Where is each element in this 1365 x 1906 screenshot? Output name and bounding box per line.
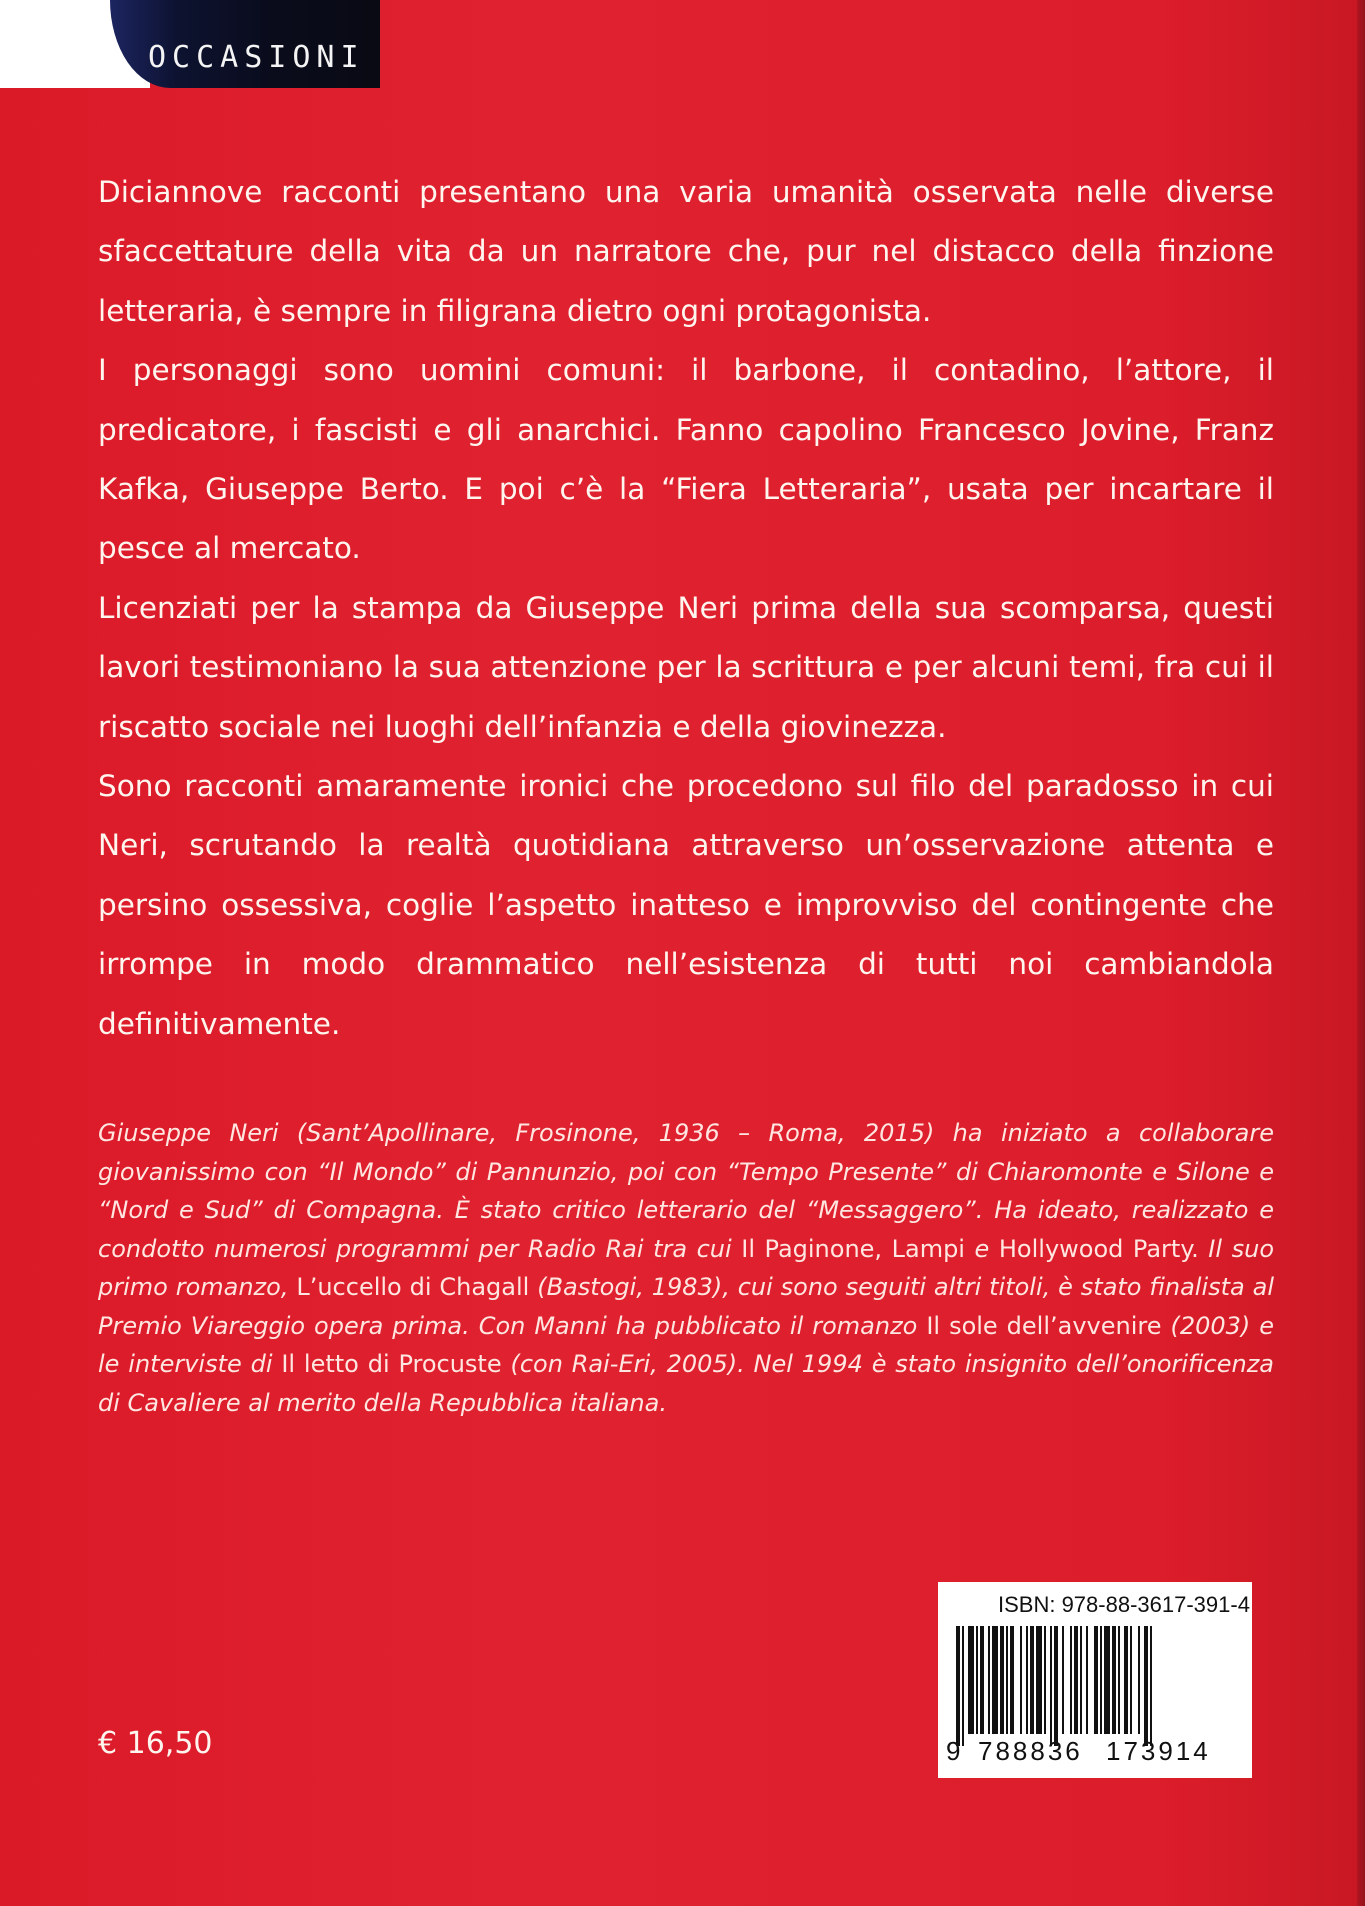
barcode-bar [1144, 1626, 1148, 1746]
barcode-bar [956, 1626, 960, 1746]
barcode-box [938, 1582, 1252, 1778]
barcode-digits-right: 173914 [1106, 1736, 1211, 1766]
isbn-label: ISBN: 978-88-3617-391-4 [998, 1592, 1250, 1617]
barcode-bar [1000, 1626, 1004, 1734]
barcode-bar [1026, 1626, 1028, 1734]
barcode-bar [1080, 1626, 1082, 1734]
barcode-bar [1006, 1626, 1008, 1734]
barcode-bar [1100, 1626, 1102, 1734]
barcode-bar [1150, 1626, 1152, 1746]
barcode [956, 1626, 1234, 1746]
bio-text: Il suo primo romanzo, [98, 1234, 1274, 1301]
barcode-bar [1074, 1626, 1078, 1734]
barcode-bar [1112, 1626, 1116, 1734]
series-label: OCCASIONI [148, 40, 365, 75]
barcode-bar [992, 1626, 998, 1734]
barcode-bar [968, 1626, 974, 1734]
barcode-bar [962, 1626, 964, 1746]
blurb-paragraph: Licenziati per la stampa da Giuseppe Neri prima della sua scomparsa, questi lavori testimoniano la sua attenzione per la scrittura e per alcuni temi, fra cui il riscatto sociale nei luoghi dell’infanzia e della giovinezza. [98, 590, 1274, 744]
bio-text: (2003) e le interviste di [98, 1311, 1274, 1378]
barcode-bar [1050, 1626, 1052, 1746]
barcode-digits-left: 788836 [978, 1736, 1083, 1766]
barcode-bar [1086, 1626, 1088, 1734]
barcode-digit-first: 9 [946, 1736, 961, 1766]
blurb-paragraph: Diciannove racconti presentano una varia umanità osservata nelle diverse sfaccettature della vita da un narratore che, pur nel distacco della finzione letteraria, è sempre in filigrana dietro ogni protagonista. [98, 175, 1274, 328]
barcode-bar [1138, 1626, 1140, 1734]
bio-title: Il letto di Procuste [281, 1350, 502, 1378]
barcode-bar [980, 1626, 984, 1734]
blurb-paragraph: I personaggi sono uomini comuni: il barbone, il contadino, l’attore, il predicatore, i fascisti e gli anarchici. Fanno capolino Francesco Jovine, Franz Kafka, Giuseppe Berto. E poi c’è la “Fiera Letteraria”, usata per incartare il pesce al mercato. [98, 353, 1274, 566]
barcode-bar [1104, 1626, 1110, 1734]
author-bio [98, 1114, 1274, 1422]
barcode-bar [976, 1626, 978, 1734]
barcode-bar [1044, 1626, 1046, 1734]
bio-title: Il sole dell’avvenire [926, 1311, 1162, 1340]
barcode-bar [1054, 1626, 1058, 1746]
bio-text: e [964, 1234, 999, 1263]
bio-text: (con Rai-Eri, 2005). Nel 1994 è stato insignito dell’onorificenza di Cavaliere al merito della Repubblica italiana. [98, 1350, 1275, 1417]
barcode-bar [1010, 1626, 1014, 1734]
spine-edge [1357, 0, 1365, 1906]
blurb [98, 163, 1274, 1054]
barcode-bar [1020, 1626, 1022, 1734]
barcode-bar [1062, 1626, 1064, 1734]
barcode-bar [1030, 1626, 1034, 1734]
barcode-bar [1130, 1626, 1132, 1734]
barcode-bar [1094, 1626, 1098, 1734]
bio-title: Il Paginone, Lampi [741, 1234, 965, 1263]
bio-text: Giuseppe Neri (Sant’Apollinare, Frosinone, 1936 – Roma, 2015) ha iniziato a collaborare giovanissimo con “Il Mondo” di Pannunzio, poi con “Tempo Presente” di Chiaromonte e Silone e “Nord e Sud” di Compagna. È stato critico letterario del “Messaggero”. Ha ideato, realizzato e condotto numerosi programmi per Radio Rai tra cui [98, 1119, 1274, 1263]
barcode-bar [1118, 1626, 1120, 1734]
barcode-bar [988, 1626, 990, 1734]
barcode-bar [1124, 1626, 1128, 1734]
bio-text: (Bastogi, 1983), cui sono seguiti altri titoli, è stato finalista al Premio Viareggio opera prima. Con Manni ha pubblicato il romanzo [98, 1273, 1274, 1340]
bio-title: Hollywood Party. [998, 1234, 1199, 1263]
bio-title: L’uccello di Chagall [296, 1273, 530, 1301]
barcode-bar [1070, 1626, 1072, 1734]
price: € 16,50 [98, 1726, 213, 1761]
blurb-paragraph: Sono racconti amaramente ironici che procedono sul filo del paradosso in cui Neri, scrutando la realtà quotidiana attraverso un’osservazione attenta e persino ossessiva, coglie l’aspetto inatteso e improvviso del contingente che irrompe in modo drammatico nell’esistenza di tutti noi cambiandola definitivamente. [98, 769, 1274, 1041]
barcode-bar [1036, 1626, 1042, 1734]
